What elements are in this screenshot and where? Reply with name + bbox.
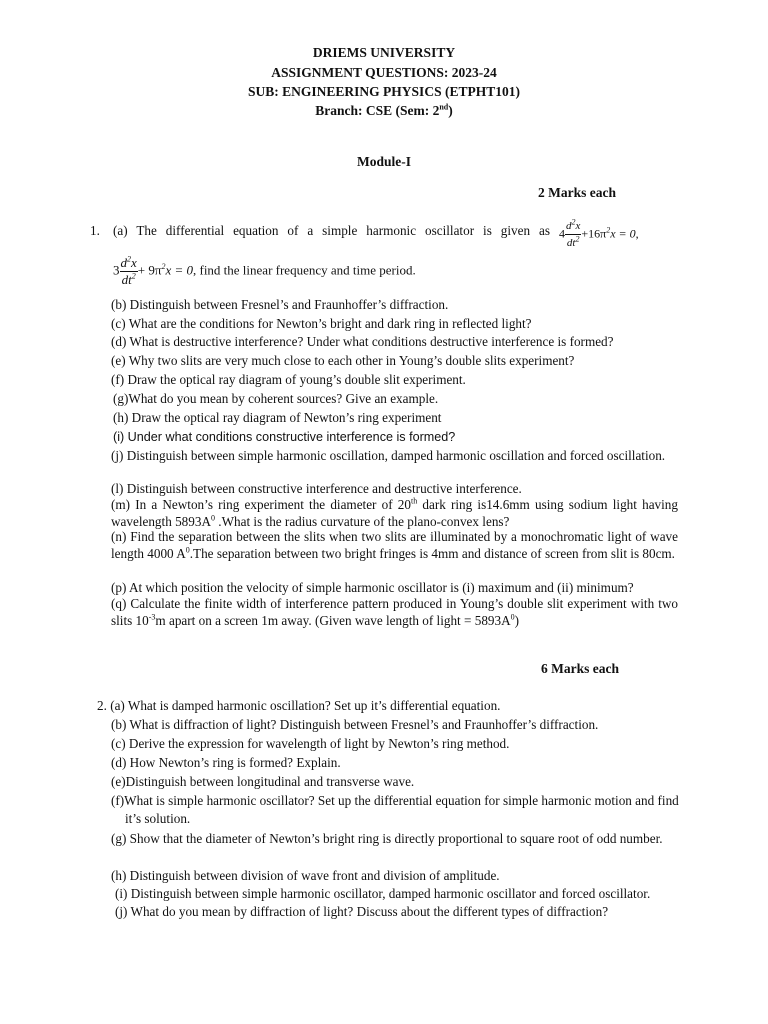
subject-line: SUB: ENGINEERING PHYSICS (ETPHT101)	[248, 84, 520, 99]
question-1q-part1: (q) Calculate the finite width of interference pattern produced in Young’s double slit experiment with two slits 10	[111, 596, 678, 628]
eq1-fraction	[565, 218, 581, 251]
eq1-den-exp: 2	[575, 234, 580, 244]
question-1n-part1: (n) Find the separation between the slits when two slits are illuminated by a monochromatic light of wave length 4000 A	[111, 529, 678, 561]
question-1j: (j) Distinguish between simple harmonic oscillation, damped harmonic oscillation and forced oscillation.	[111, 448, 666, 463]
question-1n-sup: 0	[185, 545, 190, 555]
question-1m-part2: dark ring is14.6mm using sodium light having wavelength 5893A	[111, 497, 678, 529]
question-2g: (g) Show that the diameter of Newton’s bright ring is directly proportional to square root of odd number.	[111, 831, 663, 846]
assignment-title: ASSIGNMENT QUESTIONS: 2023-24	[271, 65, 497, 80]
question-1m-sup2: 0	[210, 513, 215, 523]
question-1q-part3: )	[514, 612, 520, 628]
question-2c: (c) Derive the expression for wavelength of light by Newton’s ring method.	[111, 736, 510, 751]
eq2-num-x: x	[131, 255, 137, 270]
eq1-num-exp: 2	[571, 217, 576, 227]
eq2-den-dt: dt	[121, 272, 132, 287]
question-2b: (b) What is diffraction of light? Distinguish between Fresnel’s and Fraunhoffer’s diffraction.	[111, 717, 599, 732]
question-2h: (h) Distinguish between division of wave front and division of amplitude.	[111, 868, 500, 883]
branch-line	[0, 103, 768, 119]
question-1q-sup: -3	[148, 612, 156, 622]
question-1f: (f) Draw the optical ray diagram of young’s double slit experiment.	[111, 372, 466, 387]
question-1e: (e) Why two slits are very much close to each other in Young’s double slits experiment?	[111, 353, 575, 368]
eq1-tail: x = 0	[610, 226, 636, 241]
eq1-rest-exp: 2	[606, 225, 611, 235]
equation-1	[559, 218, 639, 251]
question-1h: (h) Draw the optical ray diagram of Newton’s ring experiment	[113, 410, 442, 425]
eq2-num-exp: 2	[127, 254, 131, 264]
module-title: Module-I	[357, 154, 411, 169]
equation-2	[113, 255, 416, 288]
eq2-rest: + 9π	[137, 262, 162, 278]
branch-suffix: )	[448, 103, 453, 118]
question-2d: (d) How Newton’s ring is formed? Explain.	[111, 755, 341, 770]
eq2-num-d: d	[120, 255, 127, 270]
branch-sup: nd	[439, 102, 449, 112]
question-1a-tail: , find the linear frequency and time period.	[192, 262, 416, 278]
question-2j: (j) What do you mean by diffraction of light? Discuss about the different types of diffraction?	[115, 904, 609, 919]
question-1a-intro: (a) The differential equation of a simple harmonic oscillator is given as	[113, 223, 550, 238]
eq1-num-x: x	[575, 220, 581, 232]
question-1c: (c) What are the conditions for Newton’s bright and dark ring in reflected light?	[111, 316, 532, 331]
question-number-1: 1.	[90, 223, 100, 238]
eq1-coef: 4	[559, 226, 565, 241]
eq1-rest: +16π	[581, 226, 607, 241]
section1-marks: 2 Marks each	[538, 185, 616, 200]
section2-marks: 6 Marks each	[541, 661, 619, 676]
question-1n	[111, 529, 678, 562]
university-name: DRIEMS UNIVERSITY	[312, 45, 456, 60]
question-2i: (i) Distinguish between simple harmonic oscillator, damped harmonic oscillator and forced oscillator.	[115, 886, 651, 901]
question-1d: (d) What is destructive interference? Under what conditions destructive interference is formed?	[111, 334, 614, 349]
eq1-num-d: d	[566, 220, 572, 232]
eq2-coef: 3	[113, 262, 120, 278]
question-1g: (g)What do you mean by coherent sources? Give an example.	[113, 391, 439, 406]
question-1p: (p) At which position the velocity of simple harmonic oscillator is (i) maximum and (ii) minimum?	[111, 580, 634, 595]
eq1-den-dt: dt	[566, 237, 576, 249]
question-1m-sup: th	[410, 496, 418, 506]
question-2f: (f)What is simple harmonic oscillator? Set up the differential equation for simple harmonic motion and find it’s solution.	[111, 793, 679, 826]
eq2-fraction	[120, 255, 138, 288]
question-1m-part3: .What is the radius curvature of the plano-convex lens?	[214, 513, 510, 529]
eq2-den-exp: 2	[131, 271, 136, 281]
eq2-tail: x = 0	[165, 262, 193, 278]
question-1q	[111, 596, 678, 629]
eq1-sep: ,	[635, 226, 639, 241]
question-1b: (b) Distinguish between Fresnel’s and Fraunhoffer’s diffraction.	[111, 297, 449, 312]
eq2-rest-exp: 2	[161, 262, 166, 272]
question-2e: (e)Distinguish between longitudinal and transverse wave.	[111, 774, 415, 789]
question-1m	[111, 497, 678, 530]
question-1i: (i) Under what conditions constructive interference is formed?	[113, 430, 456, 444]
question-1n-part2: .The separation between two bright fringes is 4mm and distance of screen from slit is 80cm.	[189, 545, 675, 561]
branch-text: Branch: CSE (Sem: 2	[315, 103, 440, 118]
question-2a: 2. (a) What is damped harmonic oscillation? Set up it’s differential equation.	[97, 698, 501, 713]
question-1q-part2: m apart on a screen 1m away. (Given wave length of light = 5893A	[155, 612, 511, 628]
question-1l: (l) Distinguish between constructive interference and destructive interference.	[111, 481, 522, 496]
question-1m-part1: (m) In a Newton’s ring experiment the diameter of 20	[111, 497, 411, 512]
question-1q-sup2: 0	[510, 612, 515, 622]
